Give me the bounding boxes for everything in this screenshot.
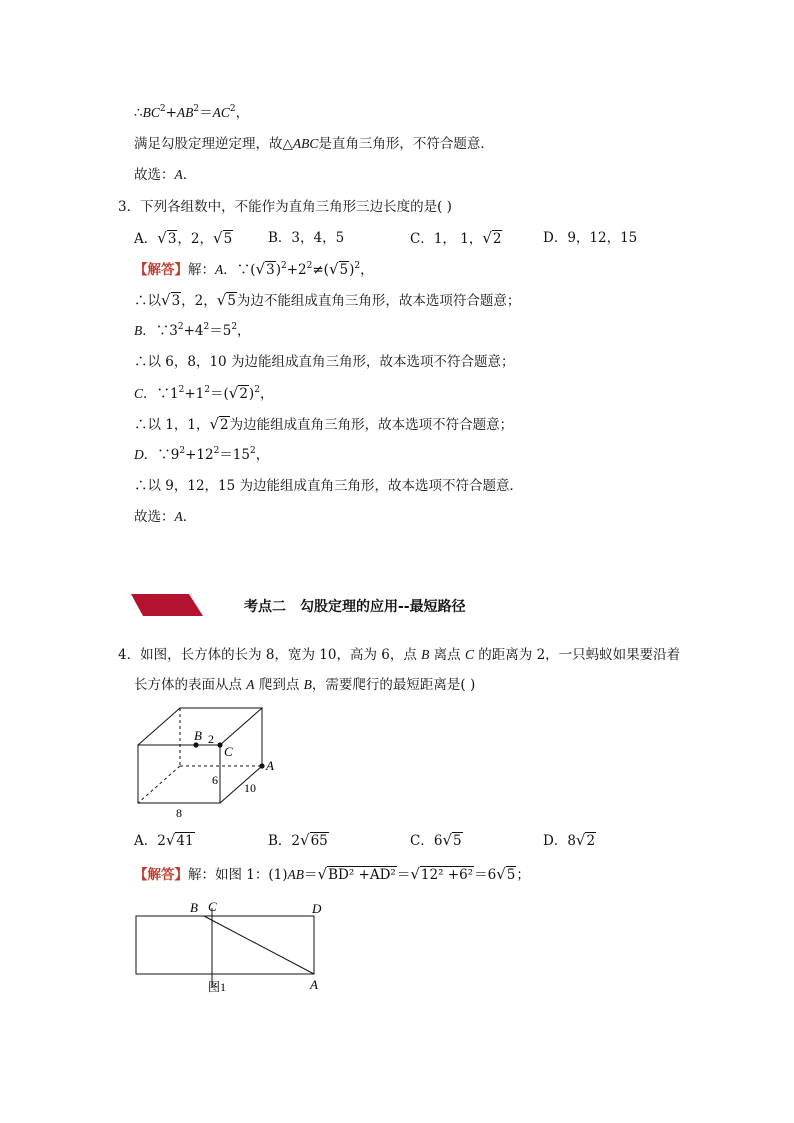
line-conclusion-1: $\therefore BC^2+AB^2=AC^2$， (134, 104, 250, 121)
label-a: A (266, 758, 274, 773)
q3-option-b: B．3，4，5 (268, 230, 345, 246)
q3-answer-d1: D．$\because 9^2+12^2=15^2$， (134, 446, 270, 463)
q3-final-choice: 故选：A． (134, 509, 197, 525)
fig1-diagonal (204, 916, 314, 974)
q3-stem: 3．下列各组数中，不能作为直角三角形三边长度的是( ) (118, 199, 452, 215)
cuboid-hidden-edge-3 (138, 766, 180, 803)
fig1-label-c: C (208, 899, 217, 914)
q4-stem-1: 4．如图，长方体的长为 8，宽为 10，高为 6，点 B 离点 C 的距离为 2，一只蚂蚁如果要沿着 (118, 647, 681, 663)
label-10: 10 (244, 781, 256, 795)
q3-answer-d2: ∴以 9，12，15 为边能组成直角三角形，故本选项不符合题意． (134, 478, 524, 494)
q4-option-c: C．6√5 (410, 831, 462, 849)
line-choose-1: 故选：A． (134, 167, 197, 183)
cuboid-front-face (138, 745, 220, 803)
q3-answer-c1: C．$\because 1^2+1^2=(√2)^2$， (134, 384, 274, 402)
section-title: 考点二 勾股定理的应用--最短路径 (244, 599, 466, 615)
q3-answer-b1: B．$\because 3^2+4^2=5^2$， (134, 322, 251, 339)
point-a (259, 763, 264, 768)
q4-answer: 【解答】解：如图 1：(1)AB＝√BD² +AD²＝√12² +6²＝6√5； (134, 865, 530, 883)
figure-1 (128, 898, 328, 998)
q3-answer-a2: ∴以√3，2，√5为边不能组成直角三角形，故本选项符合题意； (134, 291, 521, 309)
section-banner-shape (131, 594, 203, 616)
label-8: 8 (176, 806, 182, 820)
q4-stem-2: 长方体的表面从点 A 爬到点 B，需要爬行的最短距离是( ) (134, 677, 476, 693)
q3-option-c: C．1， 1，√2 (410, 229, 502, 247)
fig1-label-d: D (312, 901, 322, 916)
label-b: B (194, 728, 202, 743)
label-2: 2 (208, 732, 214, 746)
fig1-rectangle (136, 916, 314, 974)
q3-answer-b2: ∴以 6，8，10 为边能组成直角三角形，故本选项不符合题意； (134, 354, 515, 370)
q3-answer-c2: ∴以 1，1，√2为边能组成直角三角形，故本选项不符合题意； (134, 415, 514, 433)
label-6: 6 (212, 773, 218, 787)
label-c: C (224, 744, 233, 759)
line-conclusion-2: 满足勾股定理逆定理，故△ABC是直角三角形，不符合题意． (134, 136, 494, 152)
fig1-label-a: A (310, 977, 318, 992)
q4-option-b: B．2√65 (268, 831, 328, 849)
fig1-label-b: B (190, 900, 198, 915)
point-b (193, 742, 198, 747)
section-banner (131, 594, 203, 616)
fig1-caption: 图1 (208, 980, 227, 994)
point-c (217, 742, 222, 747)
q4-option-a: A．2√41 (134, 831, 194, 849)
q3-option-d: D．9，12，15 (543, 230, 638, 246)
q3-option-a: A．√3，2，√5 (134, 229, 233, 247)
q4-option-d: D．8√2 (543, 831, 596, 849)
q3-answer-a: 【解答】解：A．$\because(√3)^2+2^2\ne(√5)^2$， (134, 260, 374, 278)
cuboid-figure (130, 700, 280, 822)
